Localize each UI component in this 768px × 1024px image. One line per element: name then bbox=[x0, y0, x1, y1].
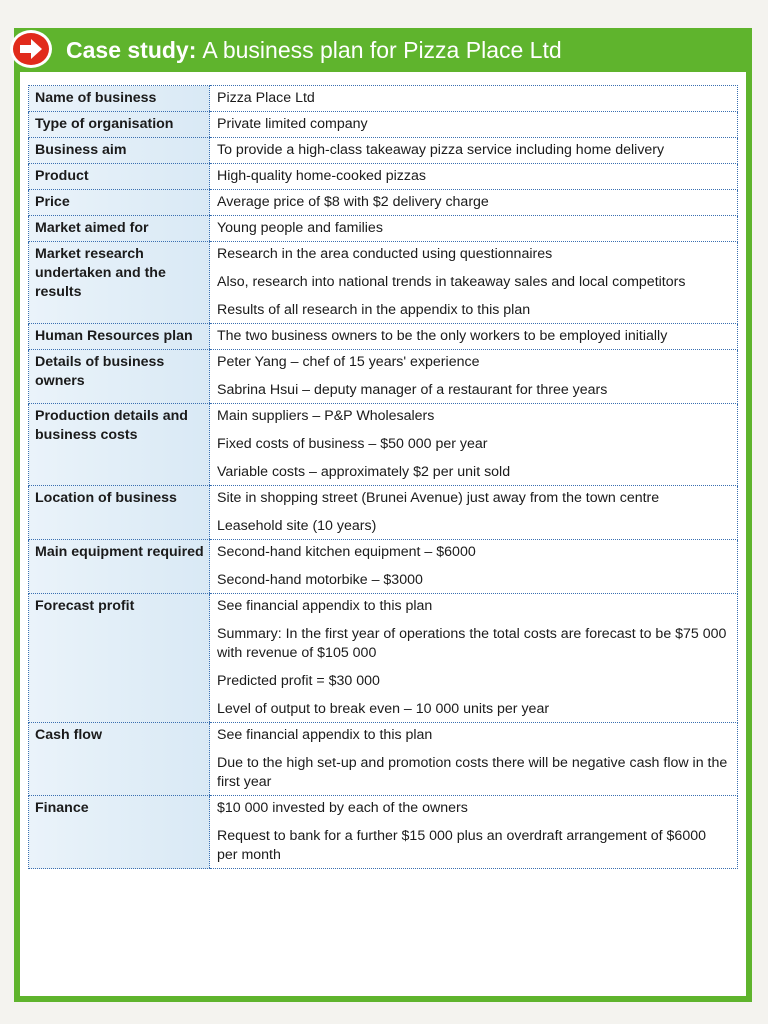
table-row bbox=[29, 324, 738, 350]
row-content-line: Average price of $8 with $2 delivery charge bbox=[217, 194, 489, 210]
row-content bbox=[210, 190, 738, 216]
arrow-right-icon bbox=[10, 30, 52, 68]
row-content-line: Site in shopping street (Brunei Avenue) just away from the town centre bbox=[217, 490, 660, 506]
row-content-line: Sabrina Hsui – deputy manager of a restaurant for three years bbox=[217, 382, 608, 398]
row-label: Details of business owners bbox=[29, 350, 210, 404]
row-content-line: Variable costs – approximately $2 per unit sold bbox=[217, 464, 511, 480]
row-content bbox=[210, 404, 738, 486]
table-row bbox=[29, 164, 738, 190]
row-label: Location of business bbox=[29, 486, 210, 540]
table-row bbox=[29, 138, 738, 164]
case-study-box bbox=[14, 28, 752, 1002]
row-content-line: Fixed costs of business – $50 000 per year bbox=[217, 436, 488, 452]
table-row bbox=[29, 594, 738, 723]
row-label: Product bbox=[29, 164, 210, 190]
row-content bbox=[210, 486, 738, 540]
row-content-line: See financial appendix to this plan bbox=[217, 727, 433, 743]
row-content bbox=[210, 138, 738, 164]
row-label: Market aimed for bbox=[29, 216, 210, 242]
table-row bbox=[29, 350, 738, 404]
row-content-line: The two business owners to be the only workers to be employed initially bbox=[217, 328, 668, 344]
row-content bbox=[210, 796, 738, 869]
row-content-line: Request to bank for a further $15 000 plus an overdraft arrangement of $6000 per month bbox=[217, 828, 706, 863]
row-content-line: Main suppliers – P&P Wholesalers bbox=[217, 408, 435, 424]
row-content bbox=[210, 594, 738, 723]
table-row bbox=[29, 112, 738, 138]
row-content-line: High-quality home-cooked pizzas bbox=[217, 168, 426, 184]
row-content bbox=[210, 350, 738, 404]
row-label: Name of business bbox=[29, 86, 210, 112]
case-study-header bbox=[14, 28, 752, 72]
case-study-kicker: Case study: bbox=[66, 36, 197, 63]
row-label: Finance bbox=[29, 796, 210, 869]
row-label: Market research undertaken and the results bbox=[29, 242, 210, 324]
row-content-line: To provide a high-class takeaway pizza service including home delivery bbox=[217, 142, 665, 158]
business-plan-rows bbox=[29, 86, 738, 869]
row-label: Production details and business costs bbox=[29, 404, 210, 486]
row-content-line: Young people and families bbox=[217, 220, 383, 236]
row-content-line: Also, research into national trends in takeaway sales and local competitors bbox=[217, 274, 686, 290]
arrow-right-glyph bbox=[18, 38, 44, 60]
row-content-line: Results of all research in the appendix to this plan bbox=[217, 302, 531, 318]
row-content bbox=[210, 723, 738, 796]
row-content-line: Second-hand kitchen equipment – $6000 bbox=[217, 544, 476, 560]
table-row bbox=[29, 486, 738, 540]
row-content-line: Peter Yang – chef of 15 years' experience bbox=[217, 354, 480, 370]
row-content-line: Second-hand motorbike – $3000 bbox=[217, 572, 423, 588]
row-content bbox=[210, 216, 738, 242]
row-content-line: Predicted profit = $30 000 bbox=[217, 673, 380, 689]
row-content-line: Level of output to break even – 10 000 units per year bbox=[217, 701, 550, 717]
case-study-title bbox=[66, 37, 562, 64]
row-label: Forecast profit bbox=[29, 594, 210, 723]
row-label: Cash flow bbox=[29, 723, 210, 796]
row-content-line: Pizza Place Ltd bbox=[217, 90, 315, 106]
row-content-line: Research in the area conducted using questionnaires bbox=[217, 246, 553, 262]
row-label: Type of organisation bbox=[29, 112, 210, 138]
row-label: Human Resources plan bbox=[29, 324, 210, 350]
row-content-line: Due to the high set-up and promotion costs there will be negative cash flow in the first year bbox=[217, 755, 728, 790]
table-row bbox=[29, 723, 738, 796]
row-content-line: Summary: In the first year of operations the total costs are forecast to be $75 000 with revenue of $105 000 bbox=[217, 626, 727, 661]
row-label: Business aim bbox=[29, 138, 210, 164]
row-label: Price bbox=[29, 190, 210, 216]
row-label: Main equipment required bbox=[29, 540, 210, 594]
row-content-line: Leasehold site (10 years) bbox=[217, 518, 377, 534]
row-content bbox=[210, 86, 738, 112]
table-row bbox=[29, 540, 738, 594]
row-content-line: See financial appendix to this plan bbox=[217, 598, 433, 614]
table-row bbox=[29, 86, 738, 112]
row-content bbox=[210, 112, 738, 138]
case-study-heading: A business plan for Pizza Place Ltd bbox=[202, 36, 562, 63]
business-plan-panel bbox=[20, 72, 746, 996]
table-row bbox=[29, 242, 738, 324]
table-row bbox=[29, 190, 738, 216]
row-content bbox=[210, 164, 738, 190]
row-content bbox=[210, 324, 738, 350]
row-content bbox=[210, 540, 738, 594]
table-row bbox=[29, 796, 738, 869]
row-content bbox=[210, 242, 738, 324]
row-content-line: $10 000 invested by each of the owners bbox=[217, 800, 468, 816]
row-content-line: Private limited company bbox=[217, 116, 368, 132]
table-row bbox=[29, 404, 738, 486]
table-row bbox=[29, 216, 738, 242]
business-plan-table bbox=[28, 85, 738, 869]
